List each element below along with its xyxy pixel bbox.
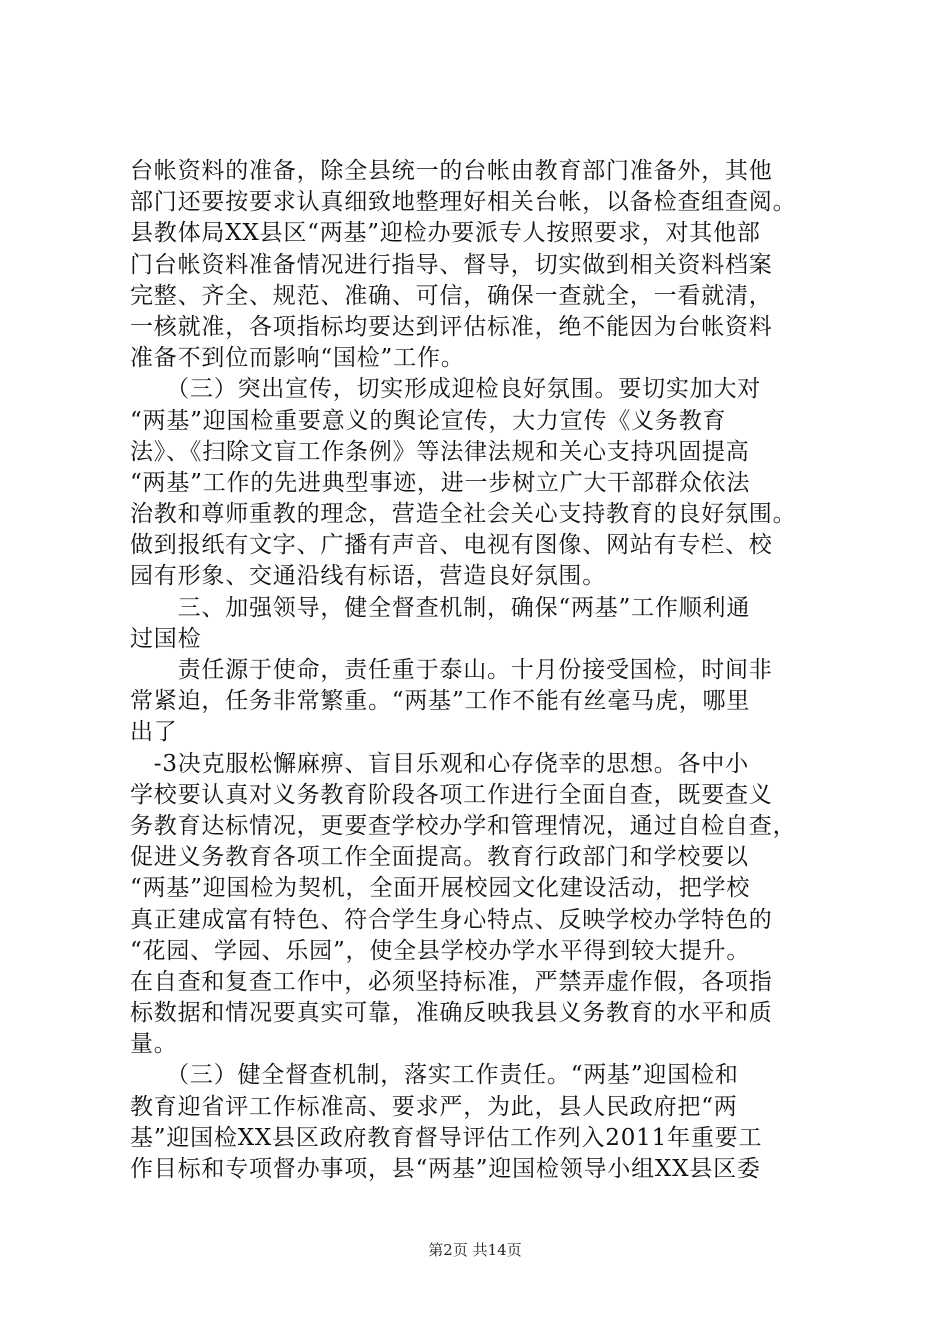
text-line: 准备不到位而影响“国检”工作。 [130, 345, 465, 372]
text-line: “两基”工作的先进典型事迹，进一步树立广大干部群众依法 [130, 469, 751, 496]
text-line: 务教育达标情况，更要查学校办学和管理情况，通过自检自查， [130, 812, 797, 839]
text-line: “花园、学园、乐园”，使全县学校办学水平得到较大提升。 [130, 937, 751, 964]
text-line: -3决克服松懈麻痹、盲目乐观和心存侥幸的思想。各中小 [130, 750, 750, 777]
text-line: 县教体局XX县区“两基”迎检办要派专人按照要求，对其他部 [130, 220, 761, 247]
text-line: 标数据和情况要真实可靠，准确反映我县义务教育的水平和质 [130, 1000, 773, 1027]
text-line: 部门还要按要求认真细致地整理好相关台帐，以备检查组查阅。 [130, 189, 797, 216]
page-footer: 第2页 共14页 [428, 1241, 522, 1259]
text-line: 责任源于使命，责任重于泰山。十月份接受国检，时间非 [130, 657, 773, 683]
text-line: 教育迎省评工作标准高、要求严，为此，县人民政府把“两 [130, 1093, 738, 1120]
text-line: 完整、齐全、规范、准确、可信，确保一查就全，一看就清， [130, 282, 773, 309]
text-line: 做到报纸有文字、广播有声音、电视有图像、网站有专栏、校 [130, 532, 773, 559]
text-line: “两基”迎国检为契机，全面开展校园文化建设活动，把学校 [130, 875, 751, 902]
text-line: 出了 [130, 719, 178, 746]
text-line: 园有形象、交通沿线有标语，营造良好氛围。 [130, 563, 606, 590]
text-line: 三、加强领导，健全督查机制，确保“两基”工作顺利通 [130, 594, 751, 621]
text-line: 促进义务教育各项工作全面提高。教育行政部门和学校要以 [130, 844, 749, 871]
text-line: 法》、《扫除文盲工作条例》等法律法规和关心支持巩固提高 [130, 438, 750, 465]
body-text [130, 156, 830, 1185]
text-line: 基”迎国检XX县区政府教育督导评估工作列入2011年重要工 [130, 1124, 763, 1151]
text-line: 学校要认真对义务教育阶段各项工作进行全面自查，既要查义 [130, 781, 773, 808]
text-line: 真正建成富有特色、符合学生身心特点、反映学校办学特色的 [130, 906, 773, 933]
text-line: 门台帐资料准备情况进行指导、督导，切实做到相关资料档案 [130, 251, 773, 278]
text-line: （三）健全督查机制，落实工作责任。“两基”迎国检和 [130, 1062, 739, 1089]
text-line: 台帐资料的准备，除全县统一的台帐由教育部门准备外，其他 [130, 158, 773, 184]
text-line: 一核就准，各项指标均要达到评估标准，绝不能因为台帐资料 [130, 313, 773, 340]
text-line: （三）突出宣传，切实形成迎检良好氛围。要切实加大对 [130, 376, 762, 403]
text-line: 量。 [130, 1031, 178, 1058]
text-line: “两基”迎国检重要意义的舆论宣传，大力宣传《义务教育 [130, 407, 727, 434]
text-line: 治教和尊师重教的理念，营造全社会关心支持教育的良好氛围。 [130, 501, 797, 528]
text-line: 过国检 [130, 625, 202, 652]
text-line: 在自查和复查工作中，必须坚持标准，严禁弄虚作假，各项指 [130, 968, 773, 995]
text-line: 常紧迫，任务非常繁重。“两基”工作不能有丝毫马虎，哪里 [130, 688, 751, 715]
text-line: 作目标和专项督办事项，县“两基”迎国检领导小组XX县区委 [130, 1156, 761, 1182]
